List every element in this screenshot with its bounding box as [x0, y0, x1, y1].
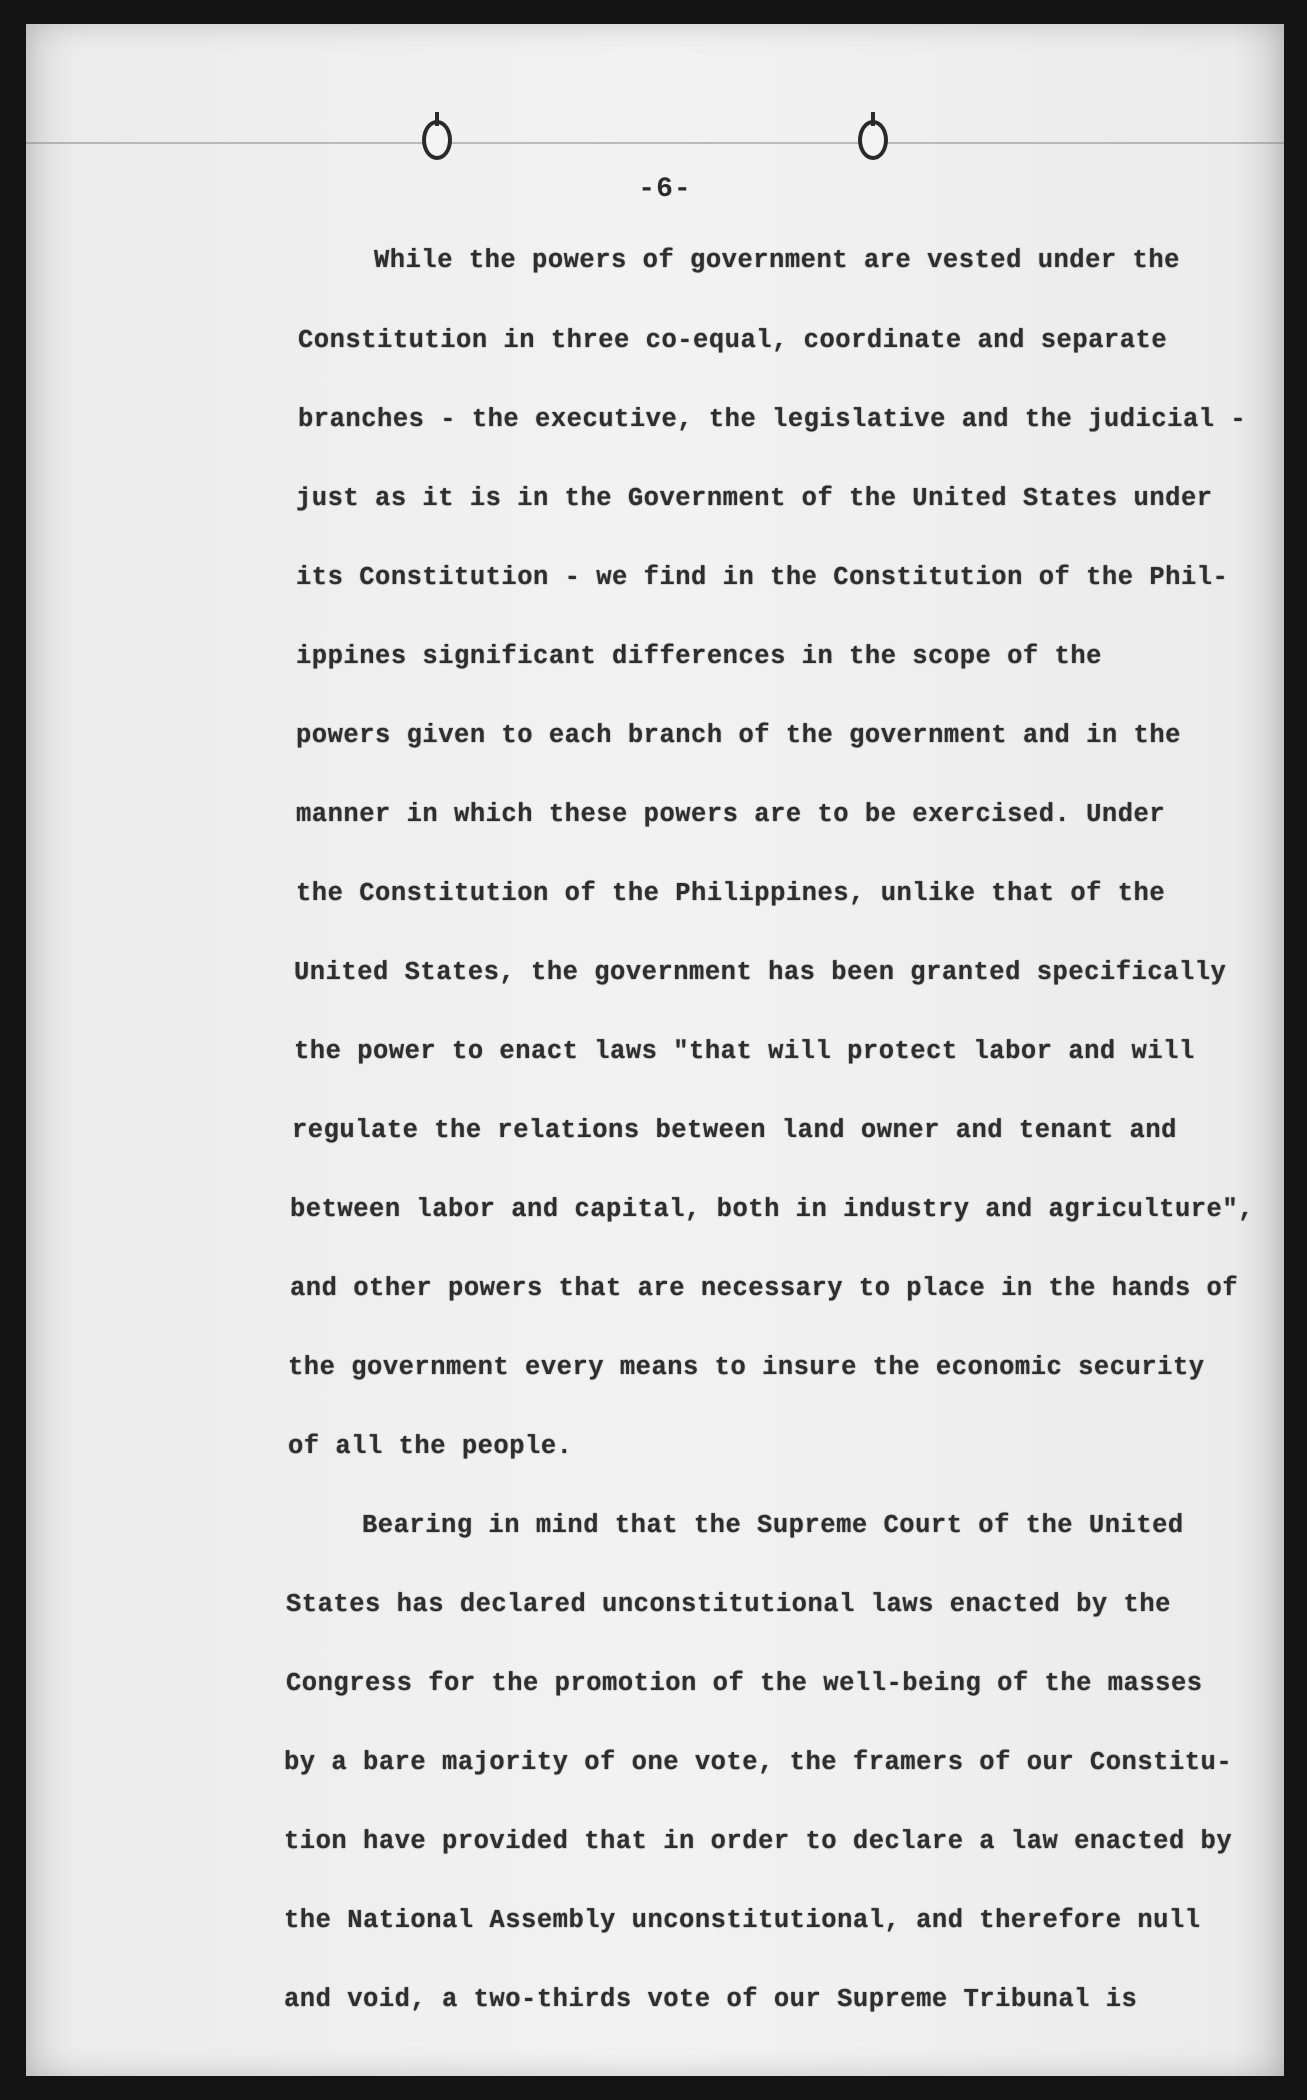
paragraph-1-line-14: and other powers that are necessary to place in the hands of — [290, 1274, 1239, 1303]
paragraph-1-line-7: powers given to each branch of the government and in the — [296, 721, 1181, 750]
binder-hole-icon — [422, 120, 452, 160]
paragraph-2-line-1: Bearing in mind that the Supreme Court of the United — [362, 1511, 1184, 1540]
paragraph-1-line-8: manner in which these powers are to be exercised. Under — [296, 800, 1166, 829]
paragraph-1-line-1: While the powers of government are vested under the — [374, 246, 1180, 275]
binder-hole-icon — [858, 120, 888, 160]
paragraph-2-line-3: Congress for the promotion of the well-being of the masses — [286, 1669, 1203, 1698]
page-number: -6- — [638, 174, 692, 205]
paragraph-2-line-7: and void, a two-thirds vote of our Supreme Tribunal is — [284, 1985, 1138, 2014]
paragraph-1-line-2: Constitution in three co-equal, coordinate and separate — [298, 326, 1168, 355]
paragraph-2-line-4: by a bare majority of one vote, the framers of our Constitu- — [284, 1748, 1233, 1777]
paragraph-1-line-6: ippines significant differences in the scope of the — [296, 642, 1102, 671]
paragraph-1-line-12: regulate the relations between land owner and tenant and — [292, 1116, 1177, 1145]
document-page — [26, 24, 1284, 2076]
paragraph-1-line-4: just as it is in the Government of the United States under — [296, 484, 1213, 513]
paragraph-2-line-5: tion have provided that in order to declare a law enacted by — [284, 1827, 1233, 1856]
paragraph-1-line-15: the government every means to insure the economic security — [288, 1353, 1205, 1382]
paragraph-2-line-2: States has declared unconstitutional laws enacted by the — [286, 1590, 1171, 1619]
paragraph-2-line-6: the National Assembly unconstitutional, and therefore null — [284, 1906, 1201, 1935]
paragraph-1-line-16: of all the people. — [288, 1432, 573, 1461]
paragraph-1-line-9: the Constitution of the Philippines, unlike that of the — [296, 879, 1166, 908]
paragraph-1-line-13: between labor and capital, both in industry and agriculture", — [290, 1195, 1254, 1224]
paragraph-1-line-10: United States, the government has been granted specifically — [294, 958, 1227, 987]
paragraph-1-line-5: its Constitution - we find in the Constitution of the Phil- — [296, 563, 1229, 592]
fold-line — [26, 142, 1284, 144]
paragraph-1-line-3: branches - the executive, the legislative and the judicial - — [298, 405, 1247, 434]
paragraph-1-line-11: the power to enact laws "that will protect labor and will — [294, 1037, 1195, 1066]
